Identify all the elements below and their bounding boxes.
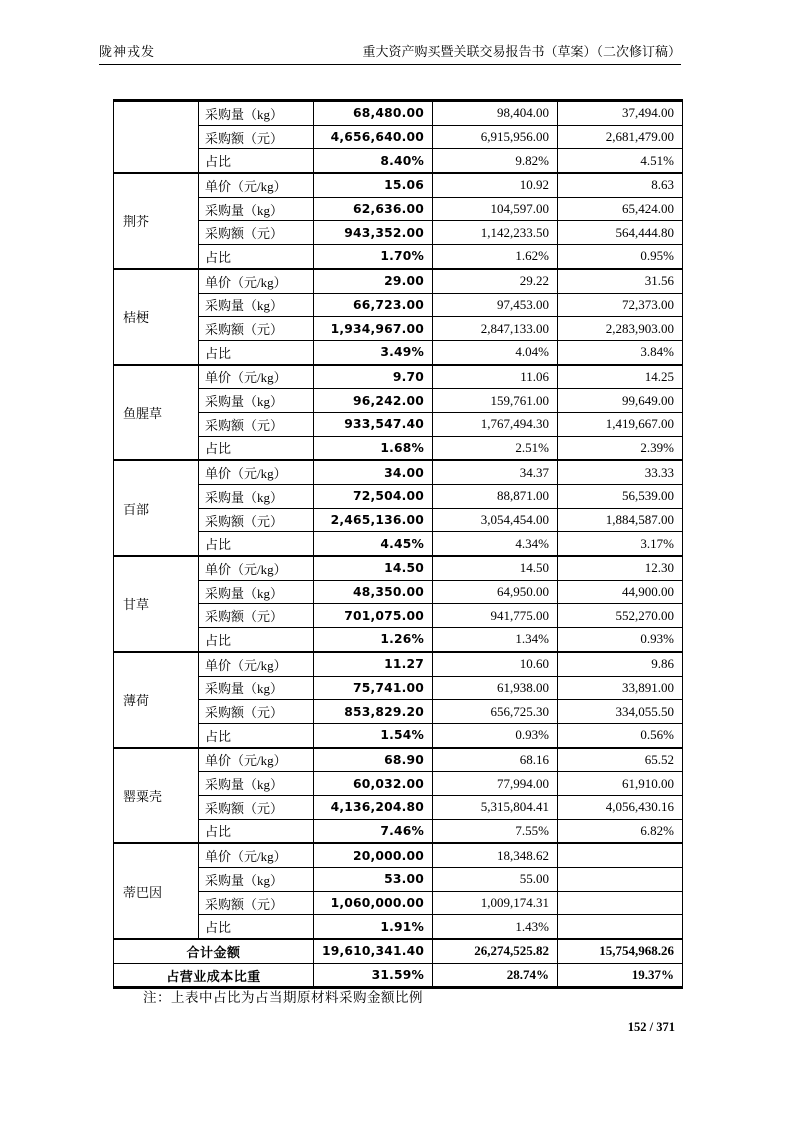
table-row [114, 101, 683, 126]
value-cell: 552,270.00 [558, 604, 683, 628]
value-cell: 943,352.00 [314, 221, 433, 245]
value-cell: 7.55% [433, 819, 558, 843]
value-cell: 4,056,430.16 [558, 795, 683, 819]
value-cell: 61,910.00 [558, 772, 683, 796]
metric-label-cell: 占比 [199, 340, 314, 364]
procurement-table [113, 99, 683, 989]
table-row [114, 485, 683, 509]
material-name-cell: 鱼腥草 [114, 365, 199, 461]
metric-label-cell: 单价（元/kg） [199, 556, 314, 580]
table-row [114, 652, 683, 676]
total-amount-row [114, 939, 683, 963]
value-cell: 1.26% [314, 628, 433, 652]
value-cell: 1.54% [314, 723, 433, 747]
value-cell: 1.62% [433, 245, 558, 269]
value-cell: 0.93% [558, 628, 683, 652]
value-cell: 37,494.00 [558, 101, 683, 126]
value-cell: 68.16 [433, 748, 558, 772]
metric-label-cell: 采购额（元） [199, 412, 314, 436]
metric-label-cell: 占比 [199, 819, 314, 843]
page-header [99, 44, 681, 65]
value-cell: 2,847,133.00 [433, 317, 558, 341]
value-cell: 48,350.00 [314, 580, 433, 604]
metric-label-cell: 占比 [199, 436, 314, 460]
value-cell: 6.82% [558, 819, 683, 843]
value-cell: 68,480.00 [314, 101, 433, 126]
value-cell [558, 891, 683, 915]
table-row [114, 532, 683, 556]
value-cell: 60,032.00 [314, 772, 433, 796]
metric-label-cell: 占比 [199, 532, 314, 556]
value-cell: 88,871.00 [433, 485, 558, 509]
value-cell: 1.68% [314, 436, 433, 460]
table-row [114, 460, 683, 484]
table-row [114, 389, 683, 413]
table-row [114, 173, 683, 197]
value-cell: 933,547.40 [314, 412, 433, 436]
value-cell: 8.40% [314, 149, 433, 173]
value-cell: 3.17% [558, 532, 683, 556]
value-cell: 66,723.00 [314, 293, 433, 317]
total-value-cell: 19,610,341.40 [314, 939, 433, 963]
value-cell: 34.37 [433, 460, 558, 484]
value-cell: 4.04% [433, 340, 558, 364]
metric-label-cell: 采购量（kg） [199, 868, 314, 892]
value-cell: 33.33 [558, 460, 683, 484]
value-cell: 3.84% [558, 340, 683, 364]
value-cell: 18,348.62 [433, 843, 558, 867]
value-cell: 99,649.00 [558, 389, 683, 413]
value-cell: 44,900.00 [558, 580, 683, 604]
table-row [114, 269, 683, 293]
material-name-cell: 甘草 [114, 556, 199, 652]
value-cell: 3.49% [314, 340, 433, 364]
table-row [114, 508, 683, 532]
metric-label-cell: 占比 [199, 149, 314, 173]
table-row [114, 843, 683, 867]
metric-label-cell: 采购量（kg） [199, 197, 314, 221]
value-cell: 5,315,804.41 [433, 795, 558, 819]
value-cell: 33,891.00 [558, 676, 683, 700]
metric-label-cell: 占比 [199, 245, 314, 269]
table-row [114, 245, 683, 269]
value-cell: 4.34% [433, 532, 558, 556]
metric-label-cell: 单价（元/kg） [199, 843, 314, 867]
value-cell: 64,950.00 [433, 580, 558, 604]
value-cell: 2,465,136.00 [314, 508, 433, 532]
total-label-cell: 合计金额 [114, 939, 314, 963]
table-note: 注：上表中占比为占当期原材料采购金额比例 [143, 990, 423, 1005]
value-cell: 97,453.00 [433, 293, 558, 317]
metric-label-cell: 占比 [199, 628, 314, 652]
material-name-cell: 荆芥 [114, 173, 199, 269]
table-row [114, 125, 683, 149]
value-cell: 104,597.00 [433, 197, 558, 221]
material-name-cell: 薄荷 [114, 652, 199, 748]
metric-label-cell: 采购量（kg） [199, 485, 314, 509]
value-cell: 1.43% [433, 915, 558, 939]
table-row [114, 891, 683, 915]
value-cell [558, 868, 683, 892]
metric-label-cell: 采购量（kg） [199, 101, 314, 126]
value-cell: 701,075.00 [314, 604, 433, 628]
value-cell: 3,054,454.00 [433, 508, 558, 532]
value-cell: 7.46% [314, 819, 433, 843]
metric-label-cell: 单价（元/kg） [199, 652, 314, 676]
value-cell: 0.95% [558, 245, 683, 269]
value-cell [558, 915, 683, 939]
table-row [114, 795, 683, 819]
table-row [114, 915, 683, 939]
table-row [114, 628, 683, 652]
value-cell: 1.34% [433, 628, 558, 652]
value-cell: 2,283,903.00 [558, 317, 683, 341]
value-cell: 1,419,667.00 [558, 412, 683, 436]
value-cell: 564,444.80 [558, 221, 683, 245]
table-row [114, 221, 683, 245]
table-row [114, 149, 683, 173]
value-cell: 334,055.50 [558, 700, 683, 724]
material-name-cell: 桔梗 [114, 269, 199, 365]
value-cell: 65,424.00 [558, 197, 683, 221]
material-name-cell: 蒂巴因 [114, 843, 199, 939]
value-cell: 72,373.00 [558, 293, 683, 317]
metric-label-cell: 单价（元/kg） [199, 365, 314, 389]
total-value-cell: 19.37% [558, 963, 683, 988]
table-row [114, 365, 683, 389]
value-cell: 1,142,233.50 [433, 221, 558, 245]
value-cell: 10.92 [433, 173, 558, 197]
value-cell: 29.00 [314, 269, 433, 293]
value-cell: 1,884,587.00 [558, 508, 683, 532]
value-cell: 72,504.00 [314, 485, 433, 509]
total-value-cell: 28.74% [433, 963, 558, 988]
metric-label-cell: 采购额（元） [199, 795, 314, 819]
value-cell: 55.00 [433, 868, 558, 892]
metric-label-cell: 采购额（元） [199, 125, 314, 149]
metric-label-cell: 采购额（元） [199, 221, 314, 245]
value-cell: 15.06 [314, 173, 433, 197]
header-company-name: 陇神戎发 [99, 44, 156, 59]
value-cell: 6,915,956.00 [433, 125, 558, 149]
value-cell: 9.70 [314, 365, 433, 389]
table-row [114, 556, 683, 580]
value-cell: 4.51% [558, 149, 683, 173]
table-row [114, 317, 683, 341]
metric-label-cell: 采购量（kg） [199, 580, 314, 604]
value-cell: 8.63 [558, 173, 683, 197]
value-cell: 75,741.00 [314, 676, 433, 700]
metric-label-cell: 采购量（kg） [199, 293, 314, 317]
table-row [114, 772, 683, 796]
page-number: 152 / 371 [627, 1020, 675, 1034]
procurement-table-body [114, 101, 683, 988]
value-cell [558, 843, 683, 867]
table-row [114, 676, 683, 700]
value-cell: 853,829.20 [314, 700, 433, 724]
value-cell: 9.86 [558, 652, 683, 676]
value-cell: 10.60 [433, 652, 558, 676]
value-cell: 2.39% [558, 436, 683, 460]
value-cell: 68.90 [314, 748, 433, 772]
metric-label-cell: 单价（元/kg） [199, 173, 314, 197]
metric-label-cell: 采购额（元） [199, 604, 314, 628]
value-cell: 4,136,204.80 [314, 795, 433, 819]
value-cell: 65.52 [558, 748, 683, 772]
total-label-cell: 占营业成本比重 [114, 963, 314, 988]
total-value-cell: 31.59% [314, 963, 433, 988]
value-cell: 2.51% [433, 436, 558, 460]
table-row [114, 436, 683, 460]
table-row [114, 340, 683, 364]
value-cell: 1,009,174.31 [433, 891, 558, 915]
value-cell: 9.82% [433, 149, 558, 173]
value-cell: 14.25 [558, 365, 683, 389]
value-cell: 1.91% [314, 915, 433, 939]
table-row [114, 723, 683, 747]
table-row [114, 868, 683, 892]
value-cell: 1.70% [314, 245, 433, 269]
value-cell: 12.30 [558, 556, 683, 580]
cost-share-row [114, 963, 683, 988]
header-report-title: 重大资产购买暨关联交易报告书（草案）（二次修订稿） [362, 44, 681, 59]
value-cell: 20,000.00 [314, 843, 433, 867]
table-row [114, 412, 683, 436]
value-cell: 159,761.00 [433, 389, 558, 413]
value-cell: 1,767,494.30 [433, 412, 558, 436]
value-cell: 14.50 [314, 556, 433, 580]
table-row [114, 197, 683, 221]
material-name-cell: 百部 [114, 460, 199, 556]
table-row [114, 293, 683, 317]
value-cell: 11.06 [433, 365, 558, 389]
value-cell: 29.22 [433, 269, 558, 293]
material-name-cell: 罂粟壳 [114, 748, 199, 844]
metric-label-cell: 单价（元/kg） [199, 748, 314, 772]
metric-label-cell: 单价（元/kg） [199, 269, 314, 293]
metric-label-cell: 采购额（元） [199, 700, 314, 724]
material-name-cell [114, 101, 199, 174]
value-cell: 34.00 [314, 460, 433, 484]
table-row [114, 748, 683, 772]
metric-label-cell: 采购量（kg） [199, 389, 314, 413]
value-cell: 11.27 [314, 652, 433, 676]
value-cell: 14.50 [433, 556, 558, 580]
total-value-cell: 15,754,968.26 [558, 939, 683, 963]
total-value-cell: 26,274,525.82 [433, 939, 558, 963]
metric-label-cell: 占比 [199, 915, 314, 939]
metric-label-cell: 采购量（kg） [199, 772, 314, 796]
metric-label-cell: 采购额（元） [199, 891, 314, 915]
value-cell: 62,636.00 [314, 197, 433, 221]
metric-label-cell: 采购额（元） [199, 317, 314, 341]
value-cell: 941,775.00 [433, 604, 558, 628]
value-cell: 0.93% [433, 723, 558, 747]
value-cell: 4.45% [314, 532, 433, 556]
value-cell: 1,934,967.00 [314, 317, 433, 341]
value-cell: 2,681,479.00 [558, 125, 683, 149]
value-cell: 656,725.30 [433, 700, 558, 724]
value-cell: 98,404.00 [433, 101, 558, 126]
metric-label-cell: 采购额（元） [199, 508, 314, 532]
value-cell: 1,060,000.00 [314, 891, 433, 915]
table-row [114, 700, 683, 724]
value-cell: 77,994.00 [433, 772, 558, 796]
table-row [114, 819, 683, 843]
metric-label-cell: 单价（元/kg） [199, 460, 314, 484]
metric-label-cell: 占比 [199, 723, 314, 747]
value-cell: 96,242.00 [314, 389, 433, 413]
value-cell: 53.00 [314, 868, 433, 892]
value-cell: 61,938.00 [433, 676, 558, 700]
metric-label-cell: 采购量（kg） [199, 676, 314, 700]
value-cell: 0.56% [558, 723, 683, 747]
value-cell: 4,656,640.00 [314, 125, 433, 149]
value-cell: 56,539.00 [558, 485, 683, 509]
table-row [114, 580, 683, 604]
table-row [114, 604, 683, 628]
value-cell: 31.56 [558, 269, 683, 293]
